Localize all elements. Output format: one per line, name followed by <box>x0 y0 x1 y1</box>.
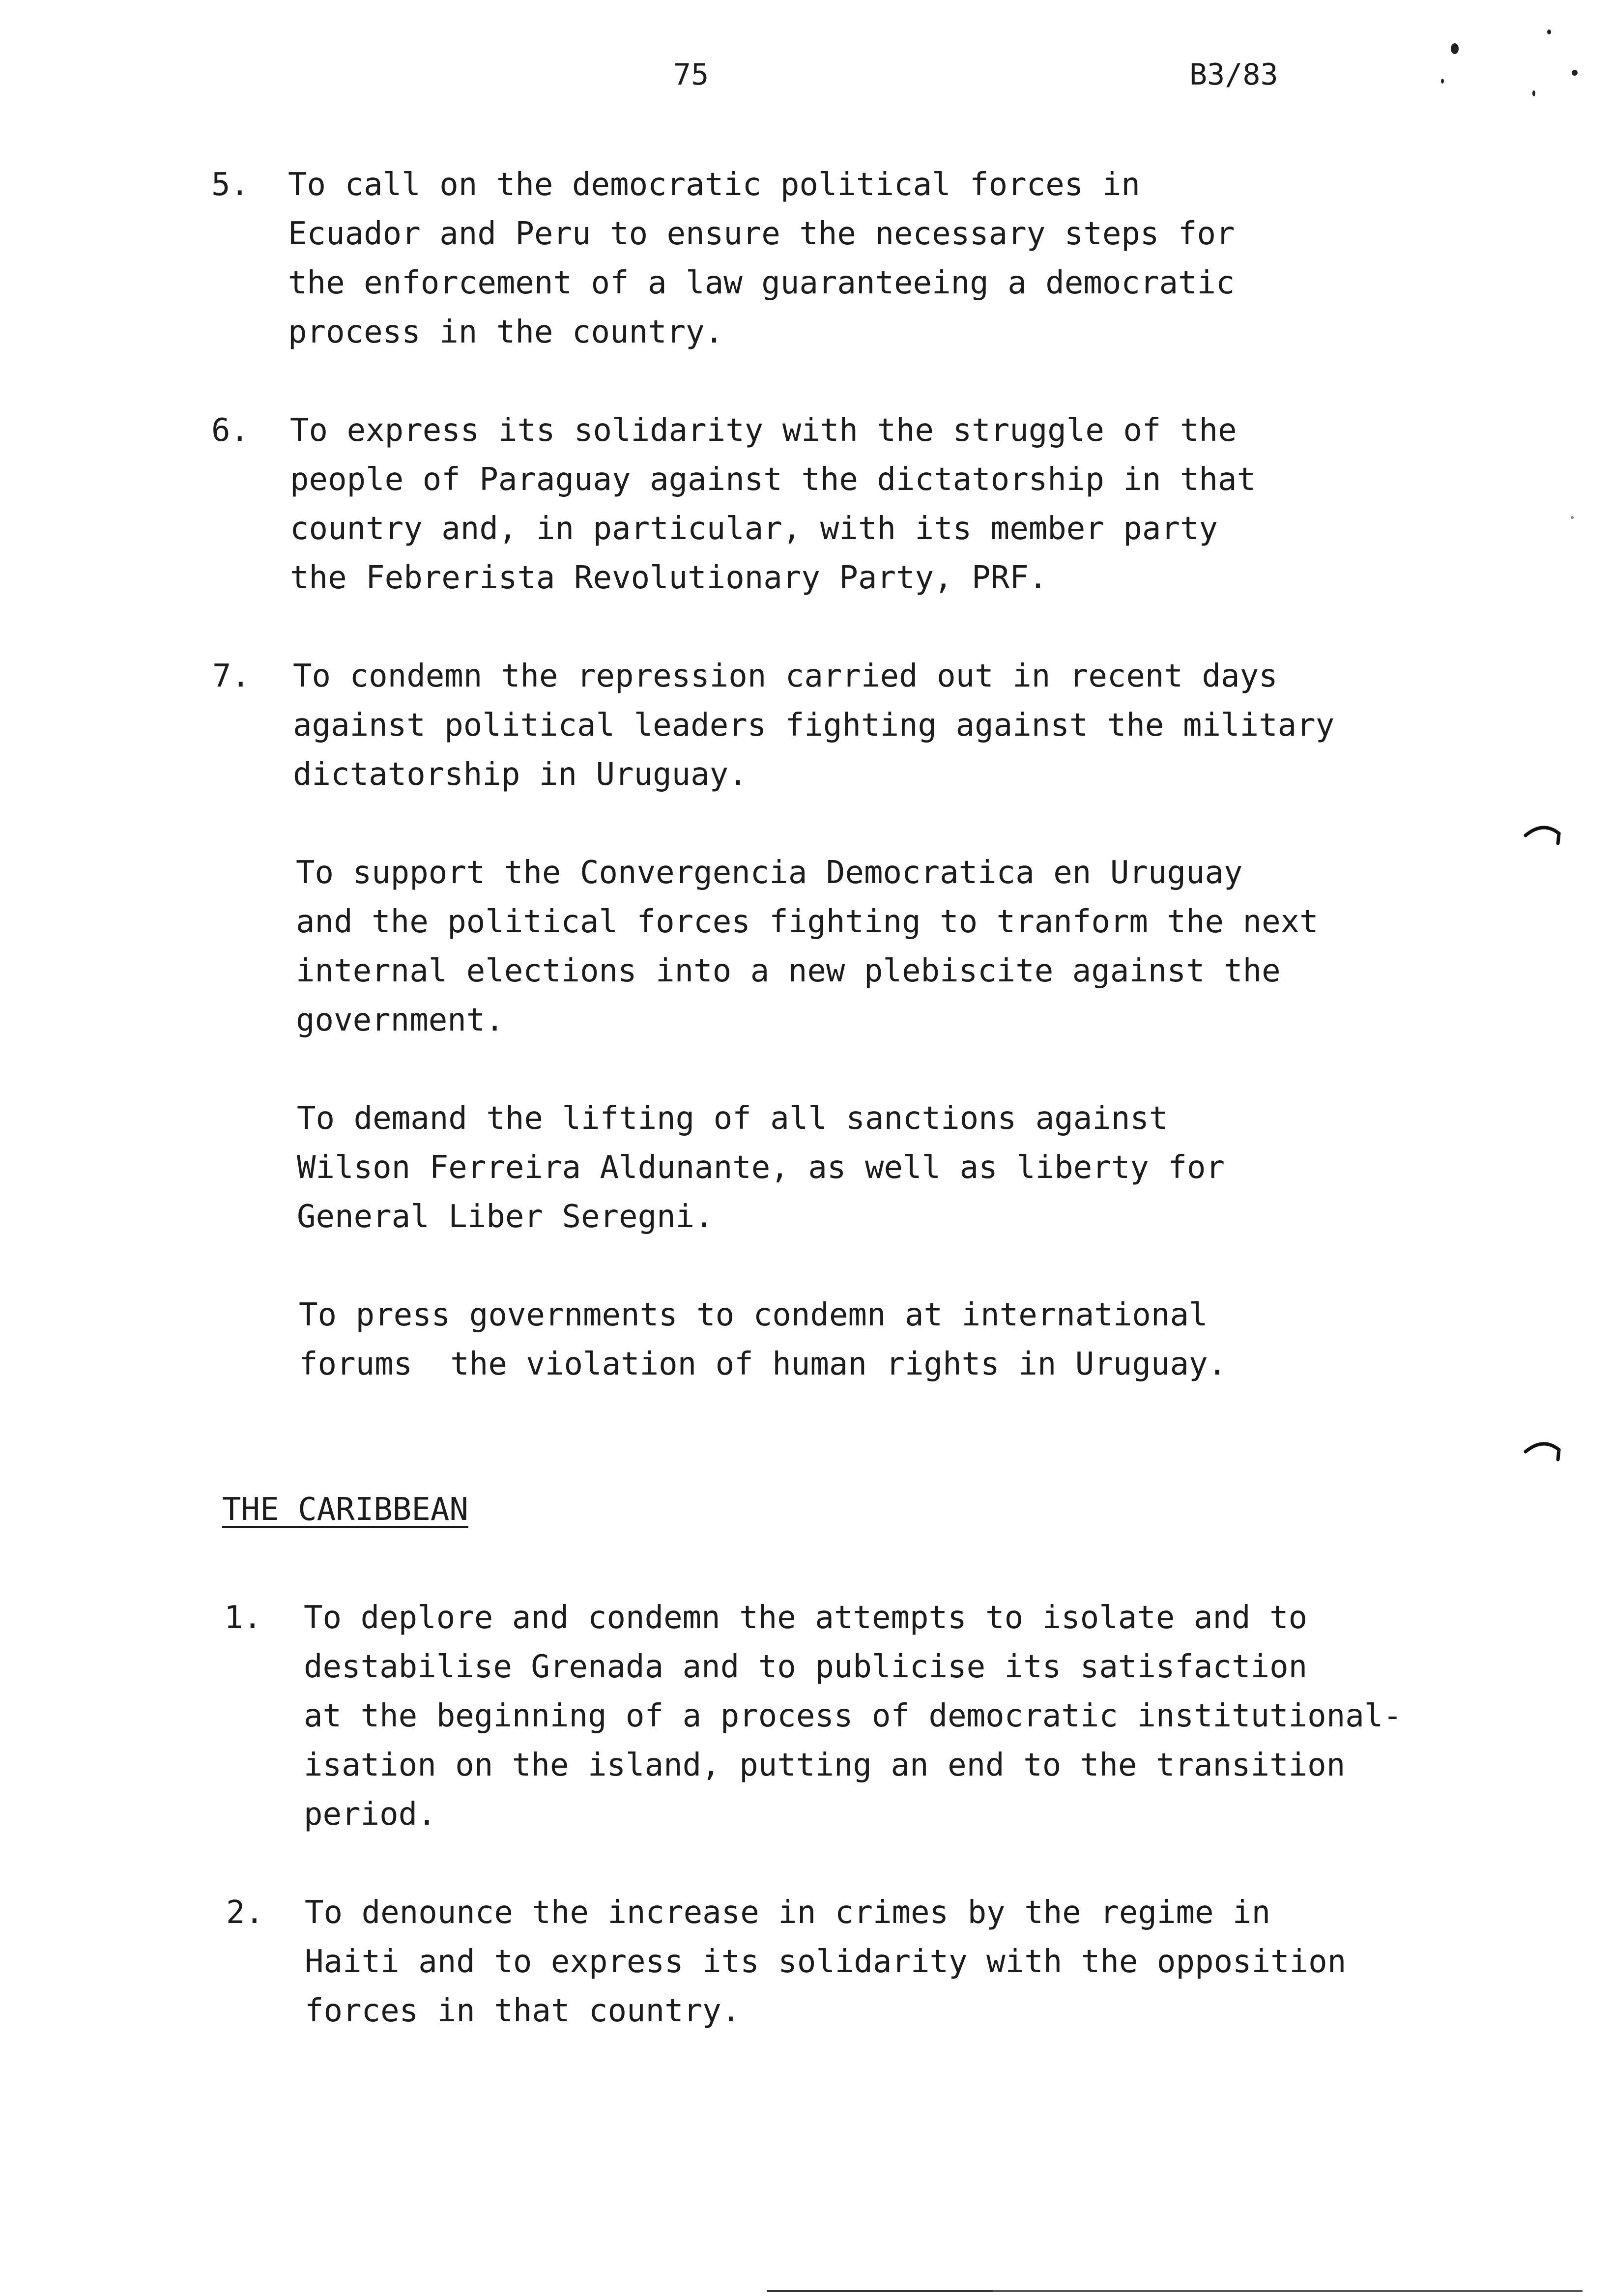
paragraph-line: General Liber Seregni. <box>297 1199 714 1235</box>
item-7-paragraph-human-rights <box>299 1291 1227 1389</box>
scan-speck <box>1547 29 1551 34</box>
item-line: destabilise Grenada and to publicise its satisfaction <box>304 1649 1308 1685</box>
item-line: To condemn the repression carried out in recent days <box>293 658 1278 694</box>
document-reference: B3/83 <box>1189 57 1278 92</box>
item-line: the Febrerista Revolutionary Party, PRF. <box>290 560 1048 596</box>
item-line: To deplore and condemn the attempts to isolate and to <box>304 1600 1308 1636</box>
bottom-edge-rule <box>767 2290 1003 2292</box>
item-line: against political leaders fighting against the military <box>293 707 1335 744</box>
scan-speck <box>1572 70 1578 76</box>
item-line: people of Paraguay against the dictatorship in that <box>290 461 1256 498</box>
section-heading-caribbean: THE CARIBBEAN <box>222 1492 468 1528</box>
item-line: at the beginning of a process of democratic institutional- <box>304 1698 1402 1734</box>
item-number: 1. <box>224 1600 262 1636</box>
scan-speck <box>1532 90 1535 96</box>
paragraph-line: To demand the lifting of all sanctions against <box>297 1100 1168 1137</box>
paragraph-line: and the political forces fighting to tranform the next <box>296 904 1319 940</box>
item-7-paragraph-support <box>296 848 1319 1045</box>
item-line: country and, in particular, with its member party <box>290 511 1218 547</box>
item-line: process in the country. <box>288 314 724 350</box>
item-number: 5. <box>211 167 250 203</box>
item-line: the enforcement of a law guaranteeing a democratic <box>288 265 1235 301</box>
item-line: period. <box>304 1796 436 1833</box>
paragraph-line: internal elections into a new plebiscite against the <box>296 953 1281 989</box>
item-number: 6. <box>211 412 250 449</box>
item-line: Ecuador and Peru to ensure the necessary steps for <box>288 216 1235 252</box>
bottom-edge-rule <box>993 2290 1583 2292</box>
item-line: To express its solidarity with the struggle of the <box>290 412 1237 449</box>
item-line: To call on the democratic political forces in <box>288 167 1140 203</box>
paragraph-line: government. <box>296 1002 504 1038</box>
item-number: 2. <box>226 1894 264 1931</box>
page-number: 75 <box>673 57 709 92</box>
paragraph-line: Wilson Ferreira Aldunante, as well as liberty for <box>297 1149 1225 1186</box>
item-line: dictatorship in Uruguay. <box>293 756 748 793</box>
paragraph-line: To support the Convergencia Democratica en Uruguay <box>296 855 1243 891</box>
punch-hole-mark <box>1524 819 1562 848</box>
paragraph-line: forums the violation of human rights in Uruguay. <box>299 1346 1227 1382</box>
paragraph-line: To press governments to condemn at international <box>299 1297 1208 1333</box>
item-7-paragraph-sanctions <box>297 1094 1225 1241</box>
item-line: forces in that country. <box>305 1993 741 2029</box>
scan-speck <box>1441 79 1444 84</box>
item-line: To denounce the increase in crimes by the regime in <box>305 1894 1271 1931</box>
scan-speck <box>1451 43 1459 54</box>
item-line: Haiti and to express its solidarity with the opposition <box>305 1944 1347 1980</box>
scan-speck <box>1571 516 1574 519</box>
punch-hole-mark <box>1524 1435 1562 1464</box>
item-line: isation on the island, putting an end to the transition <box>304 1747 1346 1783</box>
item-number: 7. <box>212 658 251 694</box>
